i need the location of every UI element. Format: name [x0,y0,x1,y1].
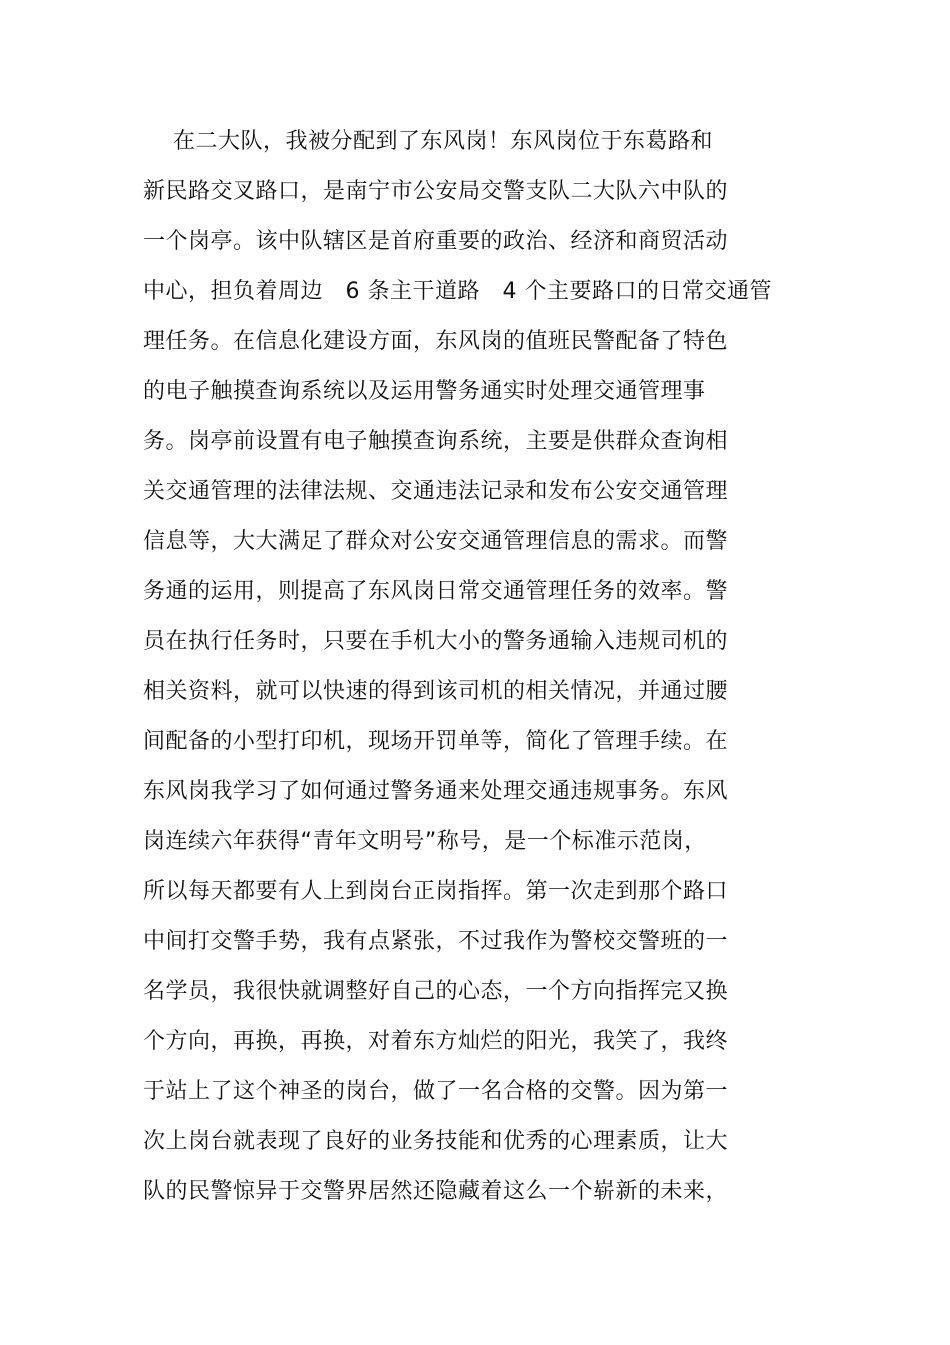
text-line: 岗连续六年获得“青年文明号”称号，是一个标准示范岗， [143,829,707,854]
text-line: 次上岗台就表现了良好的业务技能和优秀的心理素质，让大 [143,1129,729,1154]
text-line: 于站上了这个神圣的岗台，做了一名合格的交警。因为第一 [143,1079,729,1104]
text-line: 信息等，大大满足了群众对公安交通管理信息的需求。而警 [143,529,729,554]
text-line: 中间打交警手势，我有点紧张，不过我作为警校交警班的一 [143,929,729,954]
text-line: 中心，担负着周边 6 条主干道路 4 个主要路口的日常交通管 [143,279,772,304]
text-line: 员在执行任务时，只要在手机大小的警务通输入违规司机的 [143,629,729,654]
body-paragraph [143,119,803,1219]
text-line: 间配备的小型打印机，现场开罚单等，简化了管理手续。在 [143,729,729,754]
text-line: 个方向，再换，再换，对着东方灿烂的阳光，我笑了，我终 [143,1029,729,1054]
text-line: 所以每天都要有人上到岗台正岗指挥。第一次走到那个路口 [143,879,729,904]
text-line: 一个岗亭。该中队辖区是首府重要的政治、经济和商贸活动 [143,229,729,254]
text-line: 理任务。在信息化建设方面，东风岗的值班民警配备了特色 [143,329,729,354]
text-line: 相关资料，就可以快速的得到该司机的相关情况，并通过腰 [143,679,729,704]
text-line: 关交通管理的法律法规、交通违法记录和发布公安交通管理 [143,479,729,504]
text-line: 名学员，我很快就调整好自己的心态，一个方向指挥完又换 [143,979,729,1004]
text-line: 务。岗亭前设置有电子触摸查询系统，主要是供群众查询相 [143,429,729,454]
text-line: 东风岗我学习了如何通过警务通来处理交通违规事务。东风 [143,779,729,804]
text-line: 队的民警惊异于交警界居然还隐藏着这么一个崭新的未来， [143,1179,729,1204]
text-line: 新民路交叉路口，是南宁市公安局交警支队二大队六中队的 [143,179,729,204]
text-line: 务通的运用，则提高了东风岗日常交通管理任务的效率。警 [143,579,729,604]
text-line: 在二大队，我被分配到了东风岗！东风岗位于东葛路和 [143,129,713,154]
text-line: 的电子触摸查询系统以及运用警务通实时处理交通管理事 [143,379,706,404]
